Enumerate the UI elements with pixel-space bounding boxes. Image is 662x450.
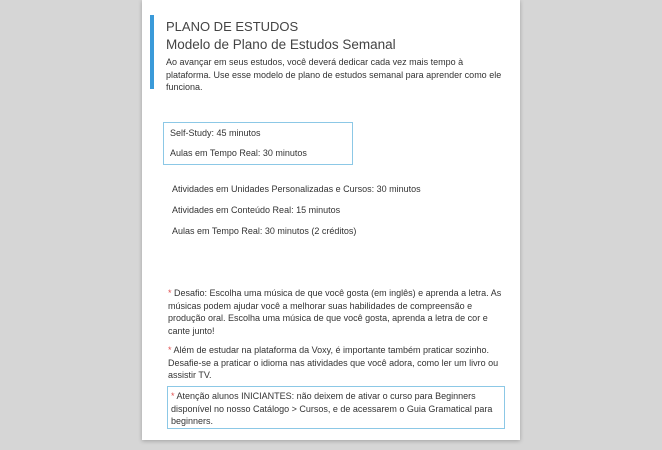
note-text: Atenção alunos INICIANTES: não deixem de ativar o curso para Beginners disponível no nosso Catálogo > Cursos, e de acessarem o Guia Gramatical para beginners. — [171, 391, 493, 426]
summary-box — [163, 122, 353, 165]
asterisk: * — [168, 345, 172, 355]
asterisk: * — [168, 288, 172, 298]
note-beginners — [171, 390, 501, 428]
kicker: PLANO DE ESTUDOS — [166, 19, 299, 34]
note-text: Além de estudar na plataforma da Voxy, é importante também praticar sozinho. Desafie-se a praticar o idioma nas atividades que você adora, como ler um livro ou assistir TV. — [168, 345, 499, 380]
activity-item: Atividades em Unidades Personalizadas e Cursos: 30 minutos — [172, 184, 421, 194]
note-practice — [168, 344, 508, 382]
note-text: Desafio: Escolha uma música de que você gosta (em inglês) e aprenda a letra. As músicas podem ajudar você a melhorar suas habilidades de compreensão e produção oral. Escolha uma música de que você gosta, aprenda a letra de cor e cante junto! — [168, 288, 502, 336]
study-plan-card — [142, 0, 520, 440]
asterisk: * — [171, 391, 175, 401]
page-title: Modelo de Plano de Estudos Semanal — [166, 37, 396, 52]
summary-live-classes: Aulas em Tempo Real: 30 minutos — [170, 148, 307, 158]
note-challenge — [168, 287, 508, 337]
accent-bar — [150, 15, 154, 89]
intro-text: Ao avançar em seus estudos, você deverá dedicar cada vez mais tempo à plataforma. Use esse modelo de plano de estudos semanal para aprender como ele funciona. — [166, 57, 502, 92]
beginners-box — [167, 386, 505, 429]
activity-item: Atividades em Conteúdo Real: 15 minutos — [172, 205, 341, 215]
summary-self-study: Self-Study: 45 minutos — [170, 128, 261, 138]
activity-item: Aulas em Tempo Real: 30 minutos (2 créditos) — [172, 226, 357, 236]
